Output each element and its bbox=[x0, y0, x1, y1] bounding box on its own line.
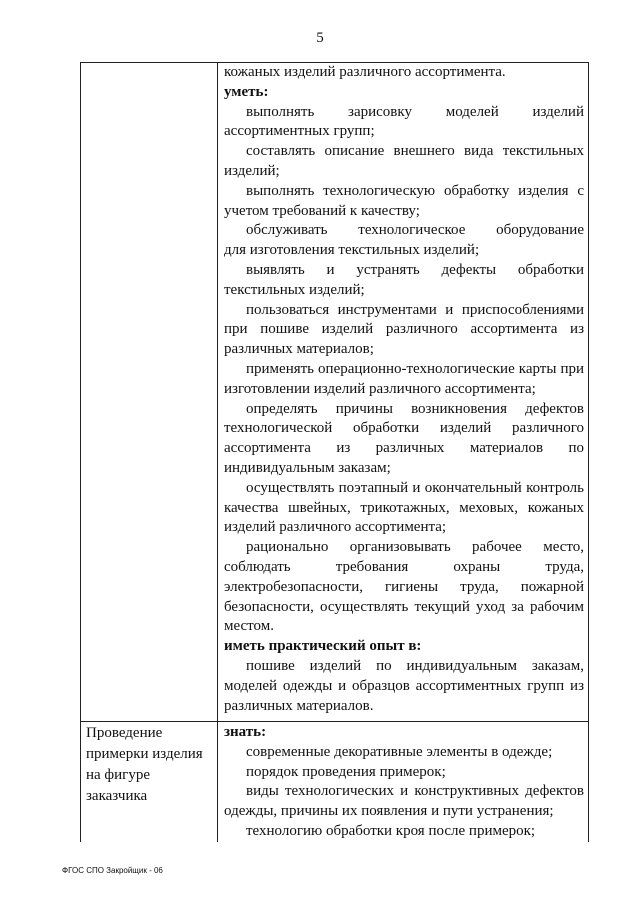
text-line: выявлять и устранять дефекты обработки bbox=[246, 261, 584, 278]
text-line: составлять описание внешнего вида текстильных bbox=[246, 143, 584, 160]
text-line: при пошиве изделий различного ассортимента из bbox=[224, 321, 584, 338]
section-heading-opyt: иметь практический опыт в: bbox=[224, 638, 422, 655]
text-line: технологической обработки изделий различного bbox=[224, 420, 584, 437]
text-line: различных материалов. bbox=[224, 697, 374, 714]
text-line: пошиве изделий по индивидуальным заказам, bbox=[246, 657, 584, 674]
text-line: ассортиментных групп; bbox=[224, 123, 375, 140]
competency-table bbox=[80, 62, 590, 842]
text-line: для изготовления текстильных изделий; bbox=[224, 242, 480, 259]
text-line: применять операционно-технологические карты при bbox=[246, 360, 584, 377]
row2-requirements-cell bbox=[224, 723, 584, 842]
text-line: различных материалов; bbox=[224, 341, 374, 358]
table-row-divider bbox=[80, 721, 589, 722]
table-right-border bbox=[588, 62, 589, 842]
section-heading-umet: уметь: bbox=[224, 83, 269, 100]
table-column-divider bbox=[217, 62, 218, 842]
text-line: качества швейных, трикотажных, меховых, кожаных bbox=[224, 499, 584, 516]
row2-section-title bbox=[86, 723, 214, 807]
text-line: индивидуальным заказам; bbox=[224, 459, 391, 476]
table-left-border bbox=[80, 62, 81, 842]
text-line: ассортимента из различных материалов по bbox=[224, 440, 584, 457]
text-line: определять причины возникновения дефектов bbox=[246, 400, 584, 417]
text-line: одежды, причины их появления и пути устранения; bbox=[224, 803, 554, 820]
text-line: обслуживать технологическое оборудование bbox=[246, 222, 584, 239]
text-line: местом. bbox=[224, 618, 274, 635]
text-line: текстильных изделий; bbox=[224, 281, 365, 298]
page-number: 5 bbox=[316, 30, 324, 46]
page-footer: ФГОС СПО Закройщик - 06 bbox=[62, 866, 163, 875]
section-title-line: заказчика bbox=[86, 788, 148, 804]
text-line: виды технологических и конструктивных дефектов bbox=[246, 783, 584, 800]
text-line: современные декоративные элементы в одежде; bbox=[246, 743, 553, 760]
text-line: кожаных изделий различного ассортимента. bbox=[224, 64, 506, 80]
text-line: пользоваться инструментами и приспособлениями bbox=[246, 301, 584, 318]
text-line: изготовлении изделий различного ассортимента; bbox=[224, 380, 536, 397]
text-line: технологию обработки кроя после примерок; bbox=[246, 822, 536, 839]
section-heading-znat: знать: bbox=[224, 724, 267, 740]
text-line: осуществлять поэтапный и окончательный контроль bbox=[246, 479, 584, 496]
text-line: выполнять зарисовку моделей изделий bbox=[246, 103, 584, 120]
text-line: изделий различного ассортимента; bbox=[224, 519, 447, 536]
section-title-line: примерки изделия bbox=[86, 746, 203, 762]
text-line: безопасности, осуществлять текущий уход за рабочим bbox=[224, 598, 584, 615]
section-title-line: Проведение bbox=[86, 725, 163, 741]
text-line: учетом требований к качеству; bbox=[224, 202, 420, 219]
section-title-line: на фигуре bbox=[86, 767, 150, 783]
text-line: электробезопасности, гигиены труда, пожарной bbox=[224, 578, 584, 595]
text-line: моделей одежды и образцов ассортиментных групп из bbox=[224, 677, 584, 694]
text-line: порядок проведения примерок; bbox=[246, 763, 446, 780]
row1-requirements-cell bbox=[224, 63, 584, 716]
text-line: соблюдать требования охраны труда, bbox=[224, 558, 584, 575]
text-line: изделий; bbox=[224, 162, 280, 179]
text-line: выполнять технологическую обработку изделия с bbox=[246, 182, 584, 199]
text-line: рационально организовывать рабочее место, bbox=[246, 539, 584, 556]
